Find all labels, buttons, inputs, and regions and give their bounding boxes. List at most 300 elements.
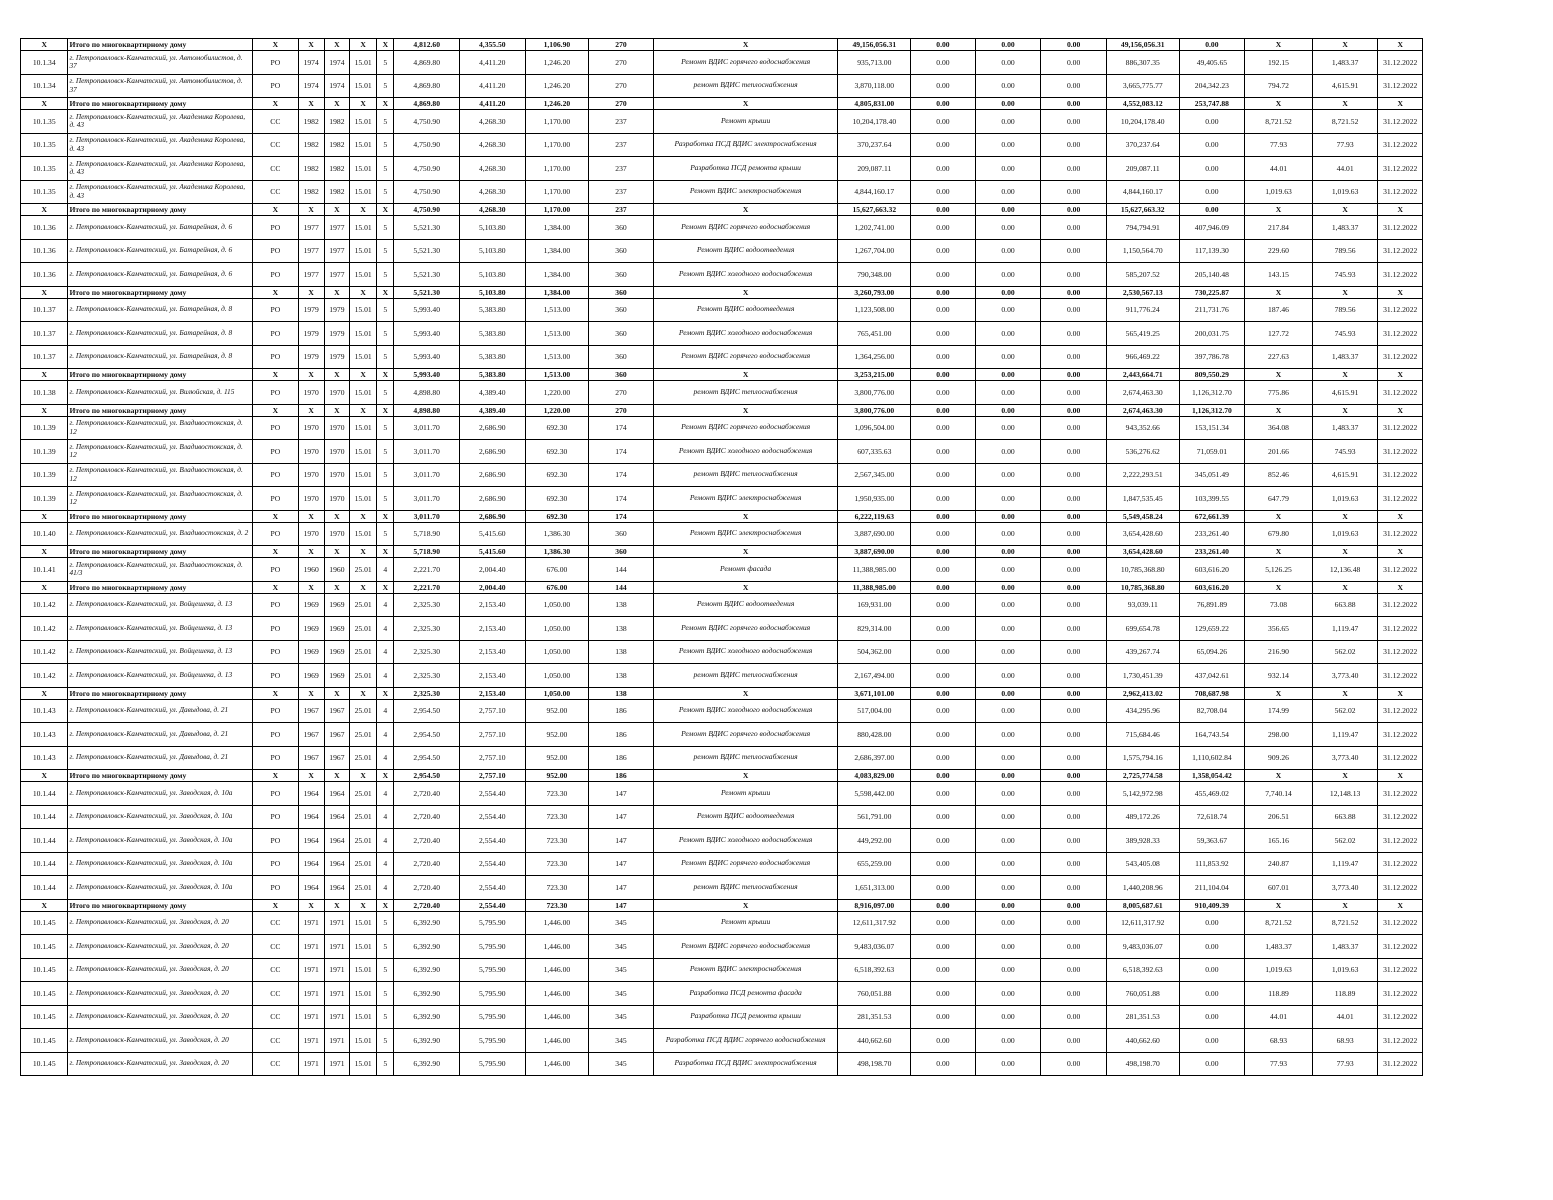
row-number-cell: 10.1.34 [21,51,68,75]
fund-cost-regional-cell: 0.00 [975,911,1041,935]
floors-cell: X [377,546,394,558]
table-row-total [21,204,1423,216]
nonresidential-area-cell: 692.30 [525,463,589,487]
table-row [21,1005,1423,1029]
work-type-cell: X [653,510,838,522]
fund-cost-regional-cell: 0.00 [975,510,1041,522]
fund-cost-regional-cell: 0.00 [975,369,1041,381]
total-cost-cell: 829,314.00 [838,617,911,641]
fund-cost-municipal-cell: 0.00 [1041,204,1107,216]
repair-method-cell: РО [253,723,298,747]
residential-area-cell: 2,153.40 [460,687,526,699]
unit-cost-cell: 607.01 [1245,876,1313,900]
year-commissioned-cell: 1970 [324,463,349,487]
residents-cell: 138 [589,617,654,641]
address-cell: г. Петропавловск-Камчатский, ул. Заводская, д. 10а [68,852,253,876]
unit-cost-limit-cell: X [1312,286,1378,298]
nonresidential-area-cell: 1,170.00 [525,180,589,204]
unit-cost-limit-cell: 3,773.40 [1312,664,1378,688]
fund-cost-federal-cell: 0.00 [911,440,976,464]
unit-cost-limit-cell: 8,721.52 [1312,911,1378,935]
repair-method-cell: СС [253,935,298,959]
unit-cost-limit-cell: 8,721.52 [1312,110,1378,134]
total-area-cell: 2,720.40 [394,782,460,806]
owner-funds-cell: 4,552,083.12 [1106,98,1179,110]
work-type-cell: X [653,899,838,911]
floors-cell: 4 [377,805,394,829]
fund-cost-regional-cell: 0.00 [975,298,1041,322]
residential-area-cell: 5,415.60 [460,522,526,546]
floors-cell: 5 [377,463,394,487]
fund-cost-municipal-cell: 0.00 [1041,558,1107,582]
floors-cell: 4 [377,746,394,770]
row-number-cell: X [21,581,68,593]
floors-cell: X [377,404,394,416]
residents-cell: 360 [589,298,654,322]
other-funds-cell: 233,261.40 [1179,546,1245,558]
owner-funds-cell: 1,575,794.16 [1106,746,1179,770]
other-funds-cell: 129,659.22 [1179,617,1245,641]
owner-funds-cell: 2,674,463.30 [1106,381,1179,405]
year-built-cell: 1977 [298,216,324,240]
fund-cost-federal-cell: 0.00 [911,110,976,134]
repair-method-cell: РО [253,640,298,664]
total-cost-cell: 607,335.63 [838,440,911,464]
row-number-cell: 10.1.43 [21,723,68,747]
owner-funds-cell: 5,549,458.24 [1106,510,1179,522]
total-cost-cell: 3,253,215.00 [838,369,911,381]
residential-area-cell: 2,153.40 [460,593,526,617]
fund-cost-regional-cell: 0.00 [975,1029,1041,1053]
unit-cost-limit-cell: X [1312,770,1378,782]
unit-cost-cell: 679.80 [1245,522,1313,546]
unit-cost-limit-cell: 44.01 [1312,157,1378,181]
completion-date-cell: 31.12.2022 [1378,157,1423,181]
residential-area-cell: 5,383.80 [460,322,526,346]
address-cell: Итого по многоквартирному дому [68,687,253,699]
fund-cost-federal-cell: 0.00 [911,581,976,593]
other-funds-cell: 82,708.04 [1179,699,1245,723]
unit-cost-limit-cell: 789.56 [1312,239,1378,263]
unit-cost-limit-cell: X [1312,546,1378,558]
floors-cell: 4 [377,664,394,688]
fund-cost-municipal-cell: 0.00 [1041,593,1107,617]
address-cell: Итого по многоквартирному дому [68,581,253,593]
row-number-cell: X [21,39,68,51]
work-type-cell: Ремонт ВДИС водоотведения [653,805,838,829]
fund-cost-municipal-cell: 0.00 [1041,239,1107,263]
owner-funds-cell: 565,419.25 [1106,322,1179,346]
fund-cost-federal-cell: 0.00 [911,74,976,98]
residential-area-cell: 2,004.40 [460,581,526,593]
row-number-cell: 10.1.36 [21,239,68,263]
total-area-cell: 2,325.30 [394,617,460,641]
residential-area-cell: 4,268.30 [460,204,526,216]
fund-cost-municipal-cell: 0.00 [1041,510,1107,522]
unit-cost-limit-cell: 4,615.91 [1312,74,1378,98]
unit-cost-cell: 356.65 [1245,617,1313,641]
total-area-cell: 5,521.30 [394,286,460,298]
floors-cell: X [377,286,394,298]
repair-method-cell: РО [253,345,298,369]
fund-cost-regional-cell: 0.00 [975,1052,1041,1076]
fund-cost-municipal-cell: 0.00 [1041,640,1107,664]
work-type-cell: Ремонт ВДИС электроснабжения [653,958,838,982]
row-number-cell: 10.1.43 [21,746,68,770]
unit-cost-limit-cell: 77.93 [1312,133,1378,157]
row-number-cell: 10.1.37 [21,298,68,322]
year-built-cell: 1969 [298,593,324,617]
fund-cost-federal-cell: 0.00 [911,852,976,876]
owner-funds-cell: 3,654,428.60 [1106,546,1179,558]
residents-cell: 345 [589,911,654,935]
other-funds-cell: 397,786.78 [1179,345,1245,369]
other-funds-cell: 211,104.04 [1179,876,1245,900]
other-funds-cell: 153,151.34 [1179,416,1245,440]
wall-material-cell: 15.01 [350,440,377,464]
table-row-total [21,286,1423,298]
year-built-cell: 1971 [298,1029,324,1053]
row-number-cell: 10.1.45 [21,958,68,982]
total-area-cell: 2,720.40 [394,899,460,911]
residents-cell: 360 [589,369,654,381]
year-commissioned-cell: 1970 [324,487,349,511]
residential-area-cell: 2,686.90 [460,487,526,511]
table-body [21,39,1423,1076]
unit-cost-cell: X [1245,98,1313,110]
total-area-cell: 4,869.80 [394,51,460,75]
nonresidential-area-cell: 952.00 [525,699,589,723]
residents-cell: 360 [589,322,654,346]
row-number-cell: 10.1.45 [21,982,68,1006]
fund-cost-federal-cell: 0.00 [911,180,976,204]
fund-cost-regional-cell: 0.00 [975,404,1041,416]
owner-funds-cell: 440,662.60 [1106,1029,1179,1053]
floors-cell: 5 [377,1029,394,1053]
owner-funds-cell: 12,611,317.92 [1106,911,1179,935]
residents-cell: 237 [589,180,654,204]
nonresidential-area-cell: 1,050.00 [525,664,589,688]
year-commissioned-cell: 1979 [324,322,349,346]
table-row [21,133,1423,157]
year-built-cell: X [298,286,324,298]
year-built-cell: 1971 [298,911,324,935]
year-commissioned-cell: 1970 [324,522,349,546]
fund-cost-regional-cell: 0.00 [975,74,1041,98]
repair-method-cell: X [253,899,298,911]
completion-date-cell: 31.12.2022 [1378,699,1423,723]
total-cost-cell: 11,388,985.00 [838,558,911,582]
fund-cost-federal-cell: 0.00 [911,1005,976,1029]
unit-cost-cell: 7,740.14 [1245,782,1313,806]
unit-cost-cell: 165.16 [1245,829,1313,853]
fund-cost-municipal-cell: 0.00 [1041,911,1107,935]
fund-cost-municipal-cell: 0.00 [1041,487,1107,511]
unit-cost-cell: 77.93 [1245,133,1313,157]
year-built-cell: 1967 [298,723,324,747]
residents-cell: 360 [589,286,654,298]
owner-funds-cell: 49,156,056.31 [1106,39,1179,51]
residents-cell: 270 [589,98,654,110]
residents-cell: 345 [589,982,654,1006]
unit-cost-cell: 217.84 [1245,216,1313,240]
wall-material-cell: 25.01 [350,640,377,664]
unit-cost-limit-cell: 3,773.40 [1312,746,1378,770]
completion-date-cell: 31.12.2022 [1378,852,1423,876]
other-funds-cell: 111,853.92 [1179,852,1245,876]
total-area-cell: 2,720.40 [394,876,460,900]
other-funds-cell: 603,616.20 [1179,581,1245,593]
other-funds-cell: 0.00 [1179,1052,1245,1076]
completion-date-cell: 31.12.2022 [1378,782,1423,806]
table-row [21,239,1423,263]
floors-cell: 4 [377,723,394,747]
address-cell: г. Петропавловск-Камчатский, ул. Войцешека, д. 13 [68,640,253,664]
year-commissioned-cell: X [324,404,349,416]
residents-cell: 147 [589,852,654,876]
floors-cell: X [377,39,394,51]
fund-cost-regional-cell: 0.00 [975,98,1041,110]
total-cost-cell: 765,451.00 [838,322,911,346]
fund-cost-federal-cell: 0.00 [911,487,976,511]
work-type-cell: Разработка ПСД ВДИС электроснабжения [653,133,838,157]
work-type-cell: Разработка ПСД ВДИС горячего водоснабжения [653,1029,838,1053]
table-row [21,1052,1423,1076]
fund-cost-federal-cell: 0.00 [911,133,976,157]
residents-cell: 174 [589,487,654,511]
owner-funds-cell: 498,198.70 [1106,1052,1179,1076]
residential-area-cell: 2,153.40 [460,617,526,641]
work-type-cell: X [653,546,838,558]
work-type-cell: Ремонт ВДИС электроснабжения [653,522,838,546]
fund-cost-municipal-cell: 0.00 [1041,699,1107,723]
table-row [21,876,1423,900]
wall-material-cell: 15.01 [350,416,377,440]
fund-cost-regional-cell: 0.00 [975,770,1041,782]
year-commissioned-cell: 1977 [324,239,349,263]
fund-cost-municipal-cell: 0.00 [1041,263,1107,287]
unit-cost-limit-cell: X [1312,39,1378,51]
fund-cost-municipal-cell: 0.00 [1041,805,1107,829]
unit-cost-limit-cell: 4,615.91 [1312,463,1378,487]
fund-cost-municipal-cell: 0.00 [1041,286,1107,298]
repair-method-cell: РО [253,617,298,641]
repair-method-cell: РО [253,416,298,440]
total-area-cell: 5,521.30 [394,216,460,240]
address-cell: г. Петропавловск-Камчатский, ул. Войцешека, д. 13 [68,664,253,688]
year-commissioned-cell: 1969 [324,640,349,664]
work-type-cell: Ремонт крыши [653,110,838,134]
completion-date-cell: 31.12.2022 [1378,487,1423,511]
residential-area-cell: 4,411.20 [460,51,526,75]
repair-method-cell: РО [253,322,298,346]
address-cell: г. Петропавловск-Камчатский, ул. Владивостокская, д. 12 [68,463,253,487]
fund-cost-federal-cell: 0.00 [911,1052,976,1076]
row-number-cell: 10.1.42 [21,617,68,641]
unit-cost-limit-cell: 118.89 [1312,982,1378,1006]
fund-cost-federal-cell: 0.00 [911,263,976,287]
completion-date-cell: 31.12.2022 [1378,298,1423,322]
repair-method-cell: СС [253,1029,298,1053]
fund-cost-federal-cell: 0.00 [911,829,976,853]
row-number-cell: 10.1.44 [21,805,68,829]
other-funds-cell: 204,342.23 [1179,74,1245,98]
unit-cost-cell: X [1245,687,1313,699]
address-cell: г. Петропавловск-Камчатский, ул. Давыдова, д. 21 [68,699,253,723]
work-type-cell: Разработка ПСД ремонта фасада [653,982,838,1006]
nonresidential-area-cell: 723.30 [525,899,589,911]
total-cost-cell: 935,713.00 [838,51,911,75]
wall-material-cell: X [350,581,377,593]
repair-method-cell: X [253,39,298,51]
row-number-cell: X [21,510,68,522]
address-cell: г. Петропавловск-Камчатский, ул. Батарейная, д. 6 [68,216,253,240]
year-commissioned-cell: 1982 [324,180,349,204]
fund-cost-regional-cell: 0.00 [975,723,1041,747]
address-cell: г. Петропавловск-Камчатский, ул. Заводская, д. 20 [68,982,253,1006]
fund-cost-federal-cell: 0.00 [911,404,976,416]
year-commissioned-cell: X [324,98,349,110]
repair-method-cell: СС [253,133,298,157]
year-built-cell: X [298,899,324,911]
table-row [21,216,1423,240]
year-built-cell: 1969 [298,664,324,688]
owner-funds-cell: 281,351.53 [1106,1005,1179,1029]
fund-cost-municipal-cell: 0.00 [1041,180,1107,204]
address-cell: Итого по многоквартирному дому [68,39,253,51]
repair-method-cell: РО [253,51,298,75]
fund-cost-federal-cell: 0.00 [911,723,976,747]
row-number-cell: 10.1.44 [21,782,68,806]
fund-cost-municipal-cell: 0.00 [1041,664,1107,688]
unit-cost-limit-cell: X [1312,404,1378,416]
residents-cell: 174 [589,463,654,487]
unit-cost-cell: X [1245,39,1313,51]
nonresidential-area-cell: 1,106.90 [525,39,589,51]
repair-method-cell: РО [253,876,298,900]
fund-cost-regional-cell: 0.00 [975,239,1041,263]
repair-method-cell: РО [253,699,298,723]
address-cell: г. Петропавловск-Камчатский, ул. Войцешека, д. 13 [68,617,253,641]
unit-cost-cell: 1,483.37 [1245,935,1313,959]
wall-material-cell: 15.01 [350,1052,377,1076]
fund-cost-federal-cell: 0.00 [911,369,976,381]
completion-date-cell: X [1378,98,1423,110]
floors-cell: 4 [377,829,394,853]
fund-cost-federal-cell: 0.00 [911,958,976,982]
other-funds-cell: 0.00 [1179,157,1245,181]
fund-cost-municipal-cell: 0.00 [1041,416,1107,440]
year-built-cell: 1964 [298,852,324,876]
fund-cost-federal-cell: 0.00 [911,98,976,110]
completion-date-cell: 31.12.2022 [1378,322,1423,346]
work-type-cell: Ремонт ВДИС водоотведения [653,239,838,263]
nonresidential-area-cell: 1,050.00 [525,687,589,699]
residential-area-cell: 5,383.80 [460,345,526,369]
completion-date-cell: X [1378,510,1423,522]
nonresidential-area-cell: 692.30 [525,487,589,511]
year-built-cell: X [298,770,324,782]
table-row-total [21,770,1423,782]
table-row [21,322,1423,346]
row-number-cell: 10.1.41 [21,558,68,582]
table-row [21,746,1423,770]
fund-cost-federal-cell: 0.00 [911,298,976,322]
floors-cell: 4 [377,699,394,723]
floors-cell: 5 [377,381,394,405]
wall-material-cell: X [350,770,377,782]
year-built-cell: X [298,510,324,522]
unit-cost-limit-cell: 562.02 [1312,640,1378,664]
repair-method-cell: РО [253,263,298,287]
year-built-cell: 1977 [298,263,324,287]
unit-cost-limit-cell: 745.93 [1312,440,1378,464]
completion-date-cell: X [1378,369,1423,381]
nonresidential-area-cell: 952.00 [525,770,589,782]
row-number-cell: 10.1.45 [21,1029,68,1053]
owner-funds-cell: 10,785,368.80 [1106,581,1179,593]
completion-date-cell: 31.12.2022 [1378,180,1423,204]
unit-cost-limit-cell: 1,119.47 [1312,852,1378,876]
total-cost-cell: 3,887,690.00 [838,522,911,546]
fund-cost-regional-cell: 0.00 [975,216,1041,240]
completion-date-cell: 31.12.2022 [1378,558,1423,582]
table-row [21,416,1423,440]
residents-cell: 138 [589,640,654,664]
residents-cell: 144 [589,581,654,593]
nonresidential-area-cell: 1,446.00 [525,1029,589,1053]
repair-method-cell: РО [253,298,298,322]
residential-area-cell: 5,103.80 [460,216,526,240]
other-funds-cell: 253,747.88 [1179,98,1245,110]
total-area-cell: 2,720.40 [394,805,460,829]
other-funds-cell: 0.00 [1179,935,1245,959]
fund-cost-municipal-cell: 0.00 [1041,463,1107,487]
completion-date-cell: 31.12.2022 [1378,263,1423,287]
table-row [21,640,1423,664]
repair-method-cell: РО [253,829,298,853]
table-row [21,298,1423,322]
total-area-cell: 4,750.90 [394,133,460,157]
total-area-cell: 5,521.30 [394,239,460,263]
year-commissioned-cell: 1979 [324,298,349,322]
year-built-cell: 1964 [298,805,324,829]
year-built-cell: 1971 [298,1005,324,1029]
fund-cost-regional-cell: 0.00 [975,322,1041,346]
residents-cell: 345 [589,958,654,982]
residents-cell: 360 [589,345,654,369]
work-type-cell: Ремонт ВДИС электроснабжения [653,180,838,204]
residential-area-cell: 2,554.40 [460,805,526,829]
total-cost-cell: 49,156,056.31 [838,39,911,51]
completion-date-cell: 31.12.2022 [1378,522,1423,546]
address-cell: г. Петропавловск-Камчатский, ул. Заводская, д. 20 [68,911,253,935]
fund-cost-regional-cell: 0.00 [975,581,1041,593]
work-type-cell: X [653,687,838,699]
fund-cost-municipal-cell: 0.00 [1041,110,1107,134]
total-cost-cell: 1,651,313.00 [838,876,911,900]
fund-cost-municipal-cell: 0.00 [1041,958,1107,982]
fund-cost-regional-cell: 0.00 [975,593,1041,617]
fund-cost-regional-cell: 0.00 [975,133,1041,157]
row-number-cell: X [21,204,68,216]
fund-cost-municipal-cell: 0.00 [1041,746,1107,770]
unit-cost-cell: 909.26 [1245,746,1313,770]
residents-cell: 138 [589,664,654,688]
residents-cell: 237 [589,110,654,134]
table-row [21,463,1423,487]
total-cost-cell: 1,123,508.00 [838,298,911,322]
